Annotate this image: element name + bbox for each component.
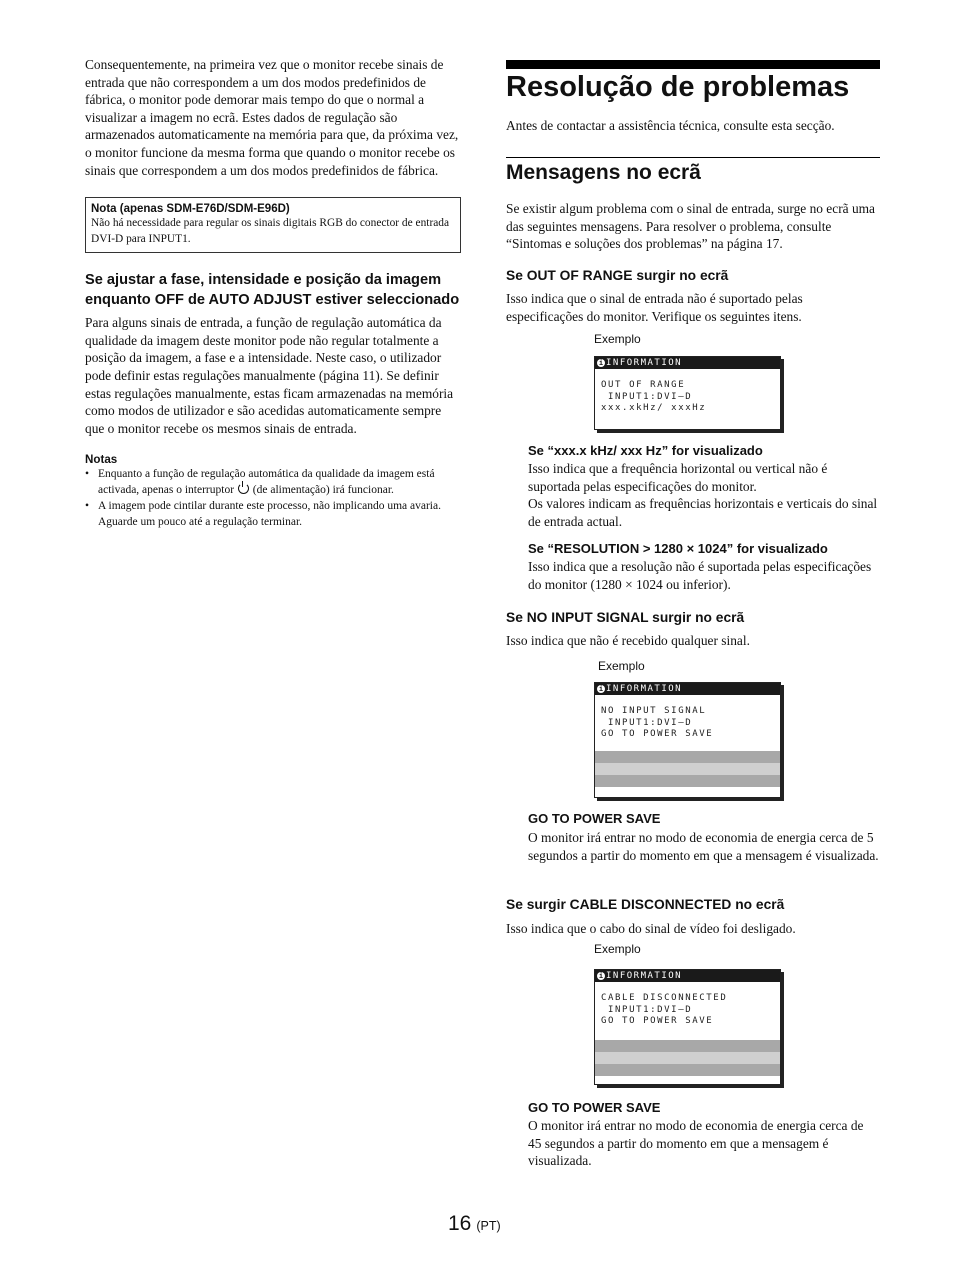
out-of-range-text: Isso indica que o sinal de entrada não é suportado pelas especificações do monitor. Verifique os seguintes itens. xyxy=(506,291,803,324)
osd-band xyxy=(595,775,780,787)
osd-band xyxy=(595,1040,780,1052)
note-title: Nota (apenas SDM-E76D/SDM-E96D) xyxy=(91,203,290,216)
list-item: • A imagem pode cintilar durante este processo, não implicando uma avaria. Aguarde um pouco até a regulação terminar. xyxy=(85,499,461,531)
divider xyxy=(506,157,880,158)
sub-text: Isso indica que a resolução não é suportada pelas especificações do monitor (1280 × 1024 ou inferior). xyxy=(528,559,872,592)
notes-list xyxy=(85,467,461,530)
intro-paragraph: Consequentemente, na primeira vez que o monitor recebe sinais de entrada que não correspondem a um dos modos predefinidos de fábrica, o monitor pode demorar mais tempo do que o normal a visualizar a imagem no ecrã. Estes dados de regulação são armazenados automaticamente na memória para que, da próxima vez, o monitor funcione da mesma forma que quando o monitor recebe os sinais que correspondem a um dos modos predefinidos de fábrica. xyxy=(85,57,459,178)
list-item: • Enquanto a função de regulação automática da qualidade da imagem está activada, apenas o interruptor (de alimentação) irá funcionar. xyxy=(85,467,461,499)
osd-header: i INFORMATION xyxy=(595,683,780,695)
sub-heading: Se “xxx.x kHz/ xxx Hz” for visualizado xyxy=(528,443,763,458)
sub-heading: Se “RESOLUTION > 1280 × 1024” for visualizado xyxy=(528,541,828,556)
osd-band xyxy=(595,1064,780,1076)
left-column xyxy=(85,56,461,531)
cable-heading: Se surgir CABLE DISCONNECTED no ecrã xyxy=(506,897,785,912)
osd-header: i INFORMATION xyxy=(595,970,780,982)
osd-no-input xyxy=(594,682,781,798)
sub-text: Isso indica que a frequência horizontal ou vertical não é suportada pelas especificações do monitor. xyxy=(528,461,828,494)
power-icon xyxy=(238,483,249,494)
example-label: Exemplo xyxy=(598,659,645,673)
page-number xyxy=(448,1212,501,1236)
osd-band xyxy=(595,763,780,775)
no-input-text: Isso indica que não é recebido qualquer sinal. xyxy=(506,633,750,648)
no-input-heading: Se NO INPUT SIGNAL surgir no ecrã xyxy=(506,610,745,625)
osd-message: CABLE DISCONNECTED INPUT1:DVI–D GO TO POWER SAVE xyxy=(601,993,728,1026)
sub-heading: GO TO POWER SAVE xyxy=(528,1100,661,1115)
osd-message: OUT OF RANGE INPUT1:DVI–D xxx.xkHz/ xxxHz xyxy=(601,380,707,413)
sub-heading: GO TO POWER SAVE xyxy=(528,811,661,826)
osd-header: i INFORMATION xyxy=(595,357,780,369)
note-box xyxy=(85,197,461,253)
notes-title: Notas xyxy=(85,453,118,467)
sub-text: O monitor irá entrar no modo de economia de energia cerca de 5 segundos a partir do momento em que a mensagem é visualizada. xyxy=(528,830,879,863)
example-label: Exemplo xyxy=(594,942,641,956)
info-icon: i xyxy=(598,685,604,693)
example-label: Exemplo xyxy=(594,332,641,346)
info-icon: i xyxy=(598,972,604,980)
intro-text: Antes de contactar a assistência técnica, consulte esta secção. xyxy=(506,118,835,133)
osd-band xyxy=(595,1052,780,1064)
section-intro: Se existir algum problema com o sinal de entrada, surge no ecrã uma das seguintes mensagens. Para resolver o problema, consulte “Sintomas e soluções dos problemas” na página 17. xyxy=(506,201,875,252)
osd-band xyxy=(595,751,780,763)
note-text: Não há necessidade para regular os sinais digitais RGB do conector de entrada DVI-D para INPUT1. xyxy=(91,217,450,245)
sub-text: O monitor irá entrar no modo de economia de energia cerca de 45 segundos a partir do momento em que a mensagem é visualizada. xyxy=(528,1118,864,1169)
info-icon: i xyxy=(598,359,604,367)
section-title: Mensagens no ecrã xyxy=(506,161,701,184)
cable-text: Isso indica que o cabo do sinal de vídeo foi desligado. xyxy=(506,921,796,936)
osd-out-of-range xyxy=(594,356,781,430)
osd-cable xyxy=(594,969,781,1085)
page-number-value: 16 xyxy=(448,1212,472,1235)
sub-text: Os valores indicam as frequências horizontais e verticais do sinal de entrada actual. xyxy=(528,496,878,529)
page-title: Resolução de problemas xyxy=(506,71,850,103)
osd-message: NO INPUT SIGNAL INPUT1:DVI–D GO TO POWER SAVE xyxy=(601,706,714,739)
page-language: (PT) xyxy=(476,1219,501,1233)
section-paragraph: Para alguns sinais de entrada, a função de regulação automática da qualidade da imagem deste monitor pode não regular totalmente a posição da imagem, a fase e a intensidade. Neste caso, o utilizador pode definir estas regulações manualmente (página 11). Se definir estas regulações manualmente, estas ficam armazenadas na memória como modos de utilizador e são acedidas automaticamente sempre que o monitor recebe os mesmos sinais de entrada. xyxy=(85,315,454,436)
section-heading: Se ajustar a fase, intensidade e posição da imagem enquanto OFF de AUTO ADJUST estiver seleccionado xyxy=(85,272,460,309)
out-of-range-heading: Se OUT OF RANGE surgir no ecrã xyxy=(506,268,729,283)
